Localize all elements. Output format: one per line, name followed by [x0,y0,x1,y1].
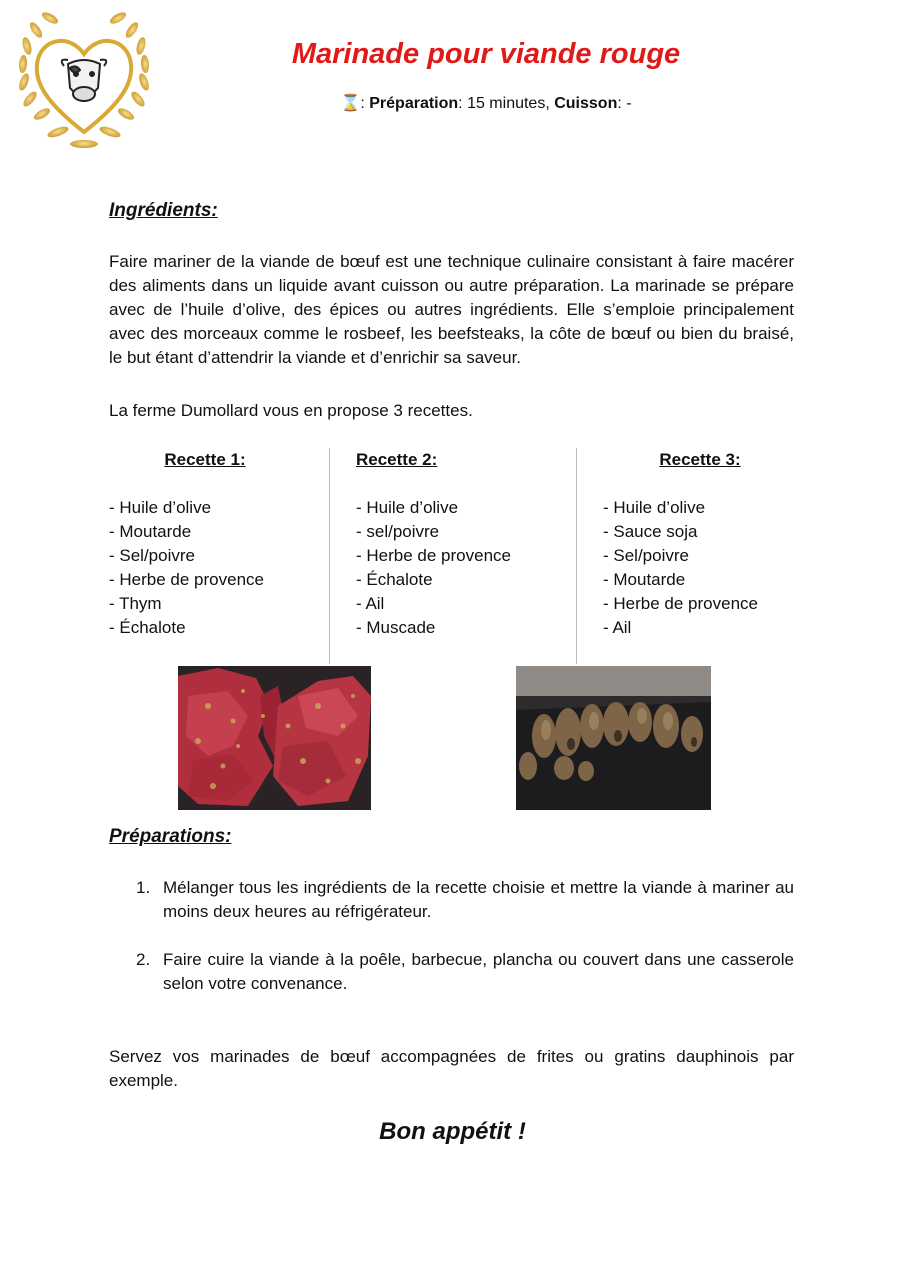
list-item [109,876,794,924]
timing-line [0,93,905,113]
list-item: - Ail [356,594,385,613]
list-item: - Herbe de provence [603,594,758,613]
column-divider [329,448,330,664]
step-number: 1. [136,878,151,897]
list-item: - Thym [109,594,162,613]
list-item: - Moutarde [603,570,686,589]
list-item: - Sel/poivre [109,546,195,565]
list-item: - Huile d’olive [603,498,706,517]
list-item: - Herbe de provence [356,546,511,565]
column-divider [576,448,577,664]
recipe-column-3 [603,448,803,640]
cooked-meat-photo [516,666,711,810]
list-item: - Huile d’olive [109,498,212,517]
recipe-ingredient-list [356,496,574,640]
list-item: - Sel/poivre [603,546,689,565]
recipe-ingredient-list [603,496,803,640]
recipe-column-2 [356,448,574,640]
list-item: - Échalote [356,570,433,589]
farm-logo [8,4,160,154]
cook-label-text: Cuisson [554,95,618,112]
list-item: - Herbe de provence [109,570,264,589]
raw-marinated-meat-photo [178,666,371,810]
list-item: - Sauce soja [603,522,698,541]
cook-value: : - [617,95,632,112]
recipe-column-1 [109,448,329,640]
step-text: Mélanger tous les ingrédients de la recette choisie et mettre la viande à mariner au moins deux heures au réfrigérateur. [163,878,794,921]
recipes-offer: La ferme Dumollard vous en propose 3 recettes. [109,401,473,420]
recipe-title: Recette 2: [356,450,438,469]
recipe-title: Recette 1: [164,450,246,469]
ingredients-heading: Ingrédients: [109,200,218,221]
step-number: 2. [136,950,151,969]
list-item: - Ail [603,618,632,637]
recipe-title: Recette 3: [659,450,741,469]
step-text: Faire cuire la viande à la poêle, barbecue, plancha ou couvert dans une casserole selon votre convenance. [163,950,794,993]
page-title: Marinade pour viande rouge [291,38,681,70]
ingredients-intro: Faire mariner de la viande de bœuf est une technique culinaire consistant à faire macérer des aliments dans un liquide avant cuisson ou autre préparation. La marinade se prépare avec de l’huile d’olive, des épices ou autres ingrédients. Elle s’emploie principalement avec des morceaux comme le rosbeef, les beefsteaks, la côte de bœuf ou bien du braisé, le but étant d’attendrir la viande et d’enrichir sa saveur. [109,252,794,367]
list-item: - Échalote [109,618,186,637]
list-item: - Muscade [356,618,436,637]
prep-value: : 15 minutes, [458,95,555,112]
prep-label-text: Préparation [369,95,459,112]
list-item: - Moutarde [109,522,192,541]
list-item: - Huile d’olive [356,498,459,517]
recipe-ingredient-list [109,496,329,640]
preparation-steps [109,876,794,1020]
serving-suggestion: Servez vos marinades de bœuf accompagnées de frites ou gratins dauphinois par exemple. [109,1047,794,1090]
closing-text: Bon appétit ! [379,1118,526,1145]
preparations-heading: Préparations: [109,826,232,847]
list-item [109,948,794,996]
list-item: - sel/poivre [356,522,440,541]
prep-label: : [360,95,370,112]
hourglass-icon: ⌛ [340,95,361,112]
